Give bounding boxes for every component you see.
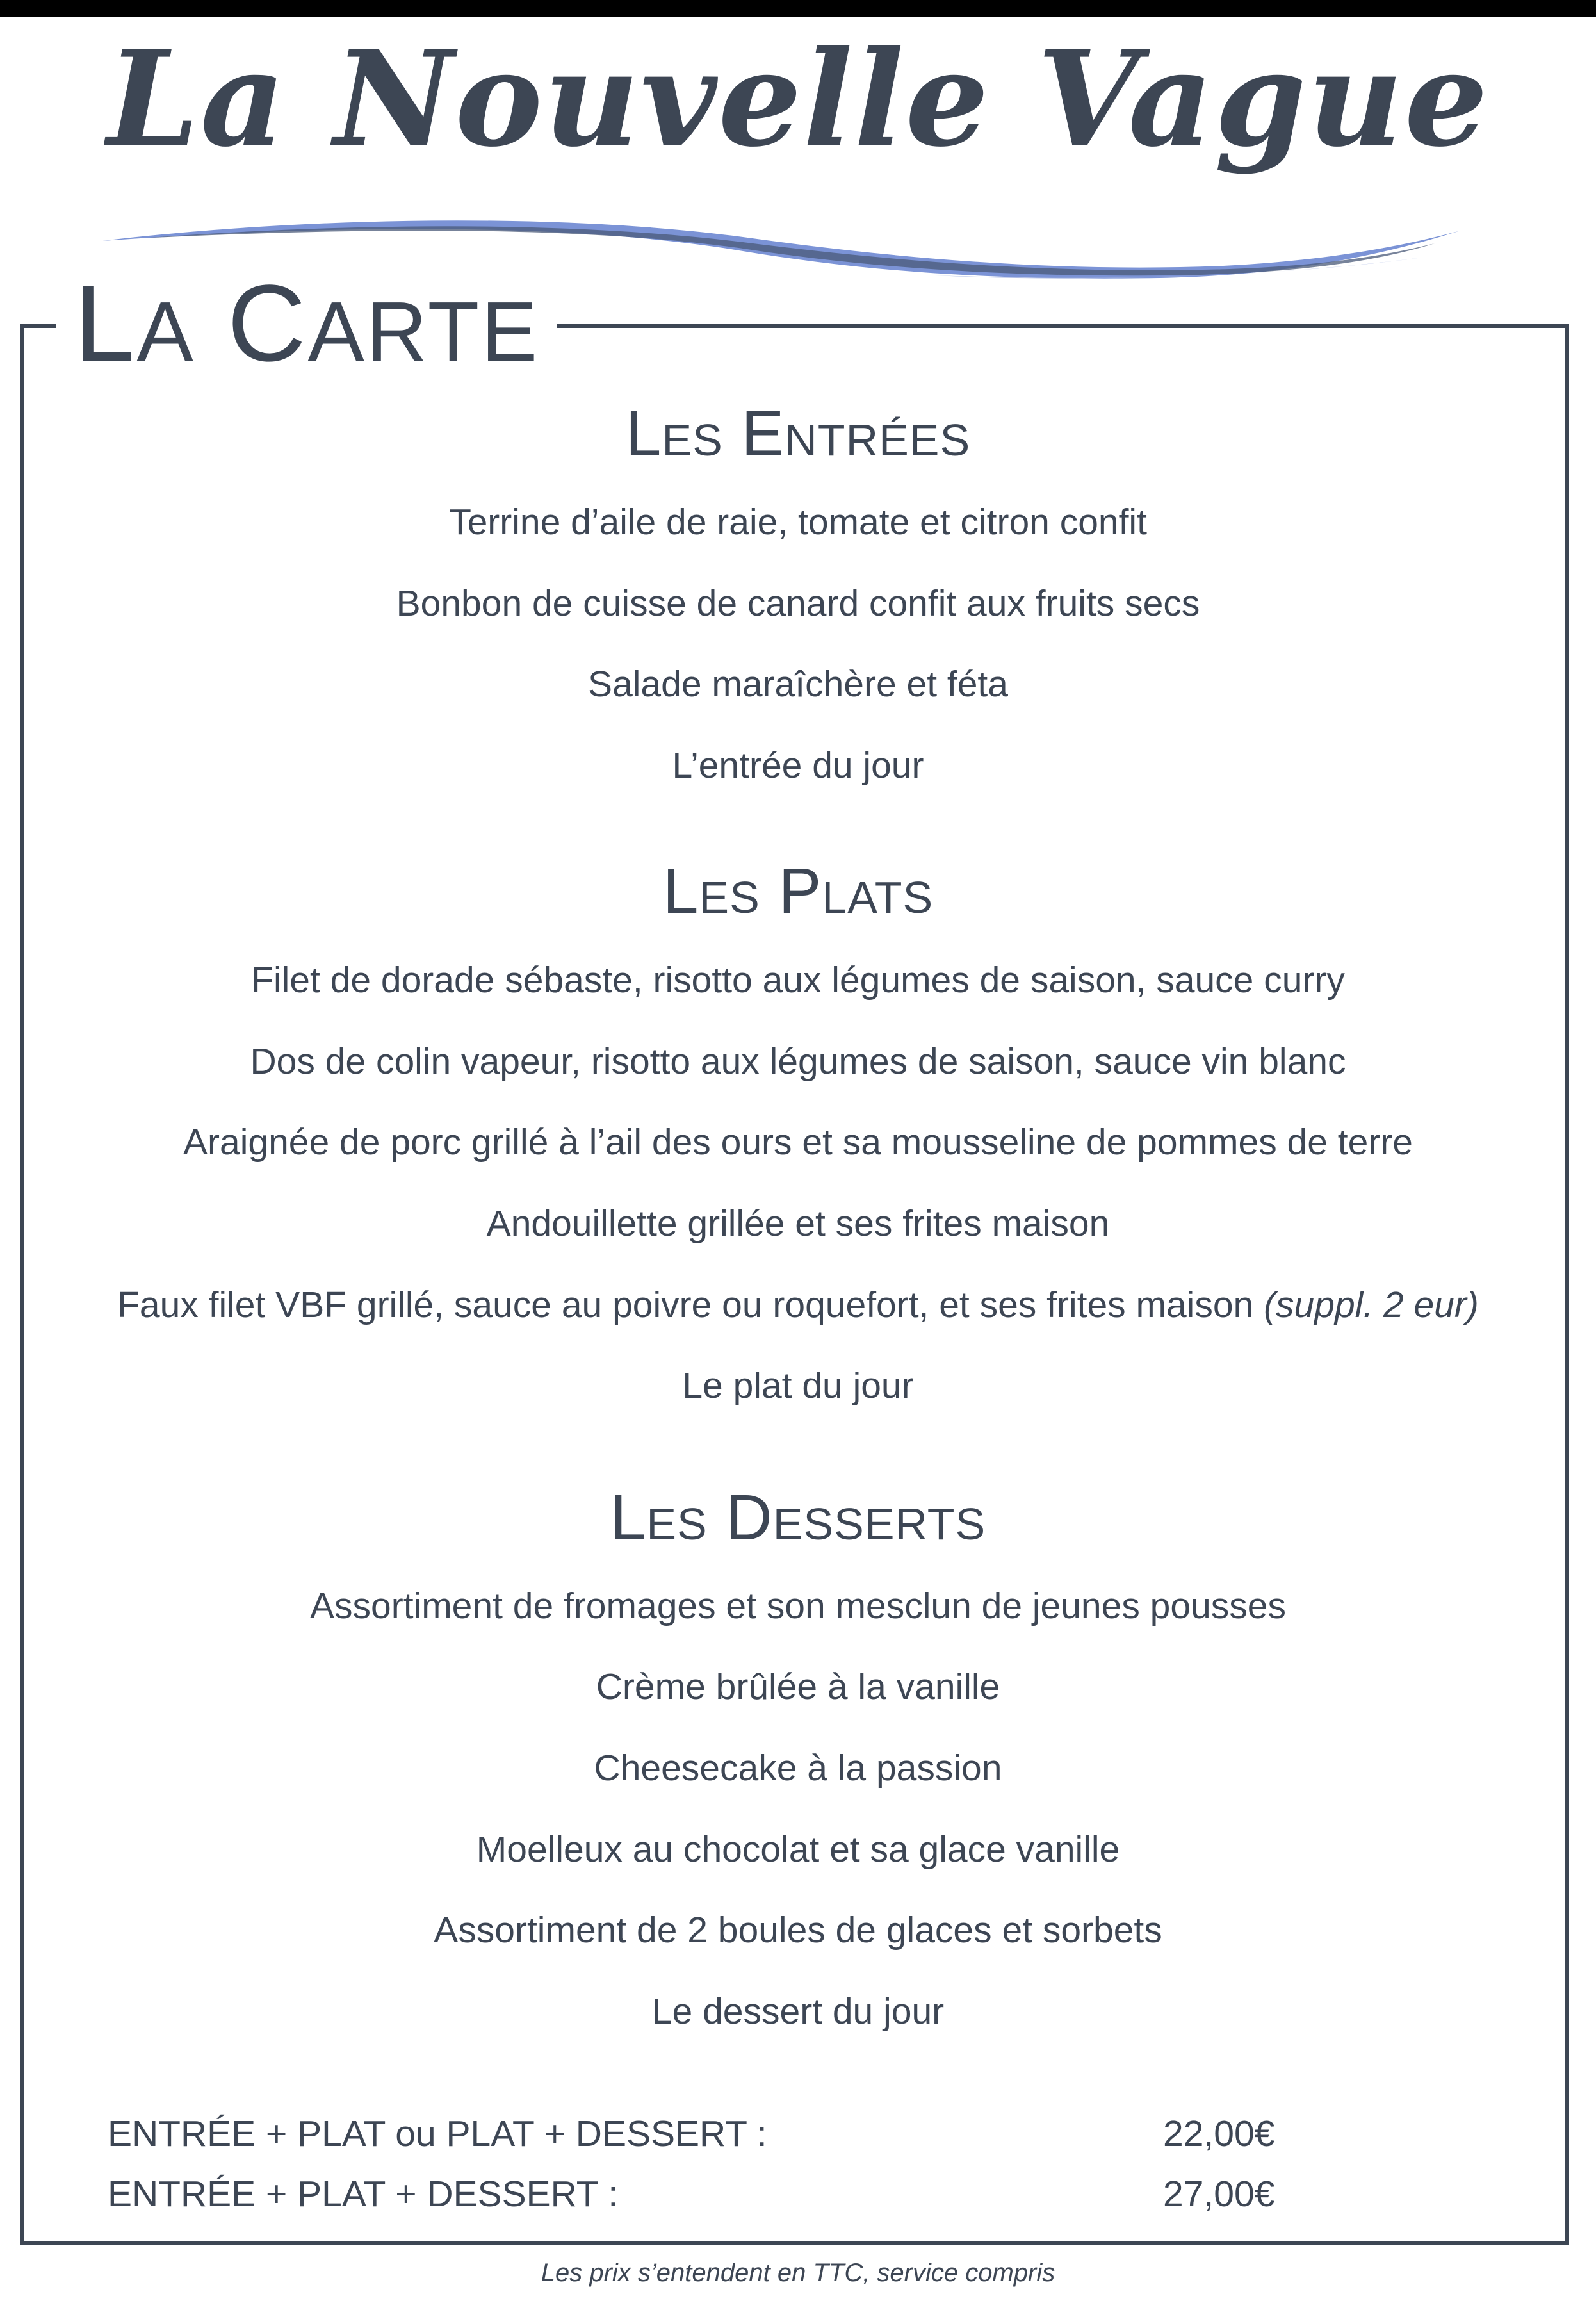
section-title-plats: Les Plats [662,855,934,927]
price-value-formula-2: 22,00€ [1163,2113,1275,2154]
menu-item: Dos de colin vapeur, risotto aux légumes de saison, sauce vin blanc [250,1041,1346,1082]
menu-item: Assortiment de 2 boules de glaces et sorbets [434,1910,1162,1951]
carte-title-first-initial: L [74,263,137,384]
menu-item: Crème brûlée à la vanille [596,1666,1000,1707]
restaurant-name: La Nouvelle Vague [106,22,1490,176]
price-label-formula-2: ENTRÉE + PLAT ou PLAT + DESSERT : [108,2113,767,2154]
carte-title-first-rest: A [136,284,195,379]
menu-item: L’entrée du jour [672,745,924,786]
menu-item: Terrine d’aile de raie, tomate et citron confit [449,502,1147,543]
carte-title-second-initial: C [227,263,308,384]
menu-item: Le plat du jour [682,1365,914,1406]
menu-item: Andouillette grillée et ses frites maison [486,1203,1110,1244]
carte-title-second-rest: ARTE [307,284,540,379]
menu-item [0,1282,1596,1327]
footnote: Les prix s’entendent en TTC, service compris [541,2259,1055,2287]
price-label-formula-3: ENTRÉE + PLAT + DESSERT : [108,2174,619,2215]
menu-item: Moelleux au chocolat et sa glace vanille [476,1829,1120,1870]
menu-item: Le dessert du jour [651,1991,945,2032]
supplement-note: (suppl. 2 eur) [1264,1284,1479,1325]
menu-item-text: Faux filet VBF grillé, sauce au poivre ou roquefort, et ses frites maison [117,1284,1264,1325]
menu-item: Filet de dorade sébaste, risotto aux légumes de saison, sauce curry [251,960,1345,1001]
top-bar [0,0,1596,17]
carte-title [56,263,557,389]
menu-item: Assortiment de fromages et son mesclun de jeunes pousses [310,1585,1286,1626]
menu-item: Cheesecake à la passion [594,1748,1002,1789]
menu-item: Araignée de porc grillé à l’ail des ours et sa mousseline de pommes de terre [183,1122,1413,1163]
section-title-desserts: Les Desserts [610,1482,986,1553]
price-value-formula-3: 27,00€ [1163,2174,1275,2215]
menu-item: Salade maraîchère et féta [588,664,1008,705]
section-title-entrees: Les Entrées [625,398,971,470]
menu-item: Bonbon de cuisse de canard confit aux fruits secs [396,583,1200,624]
